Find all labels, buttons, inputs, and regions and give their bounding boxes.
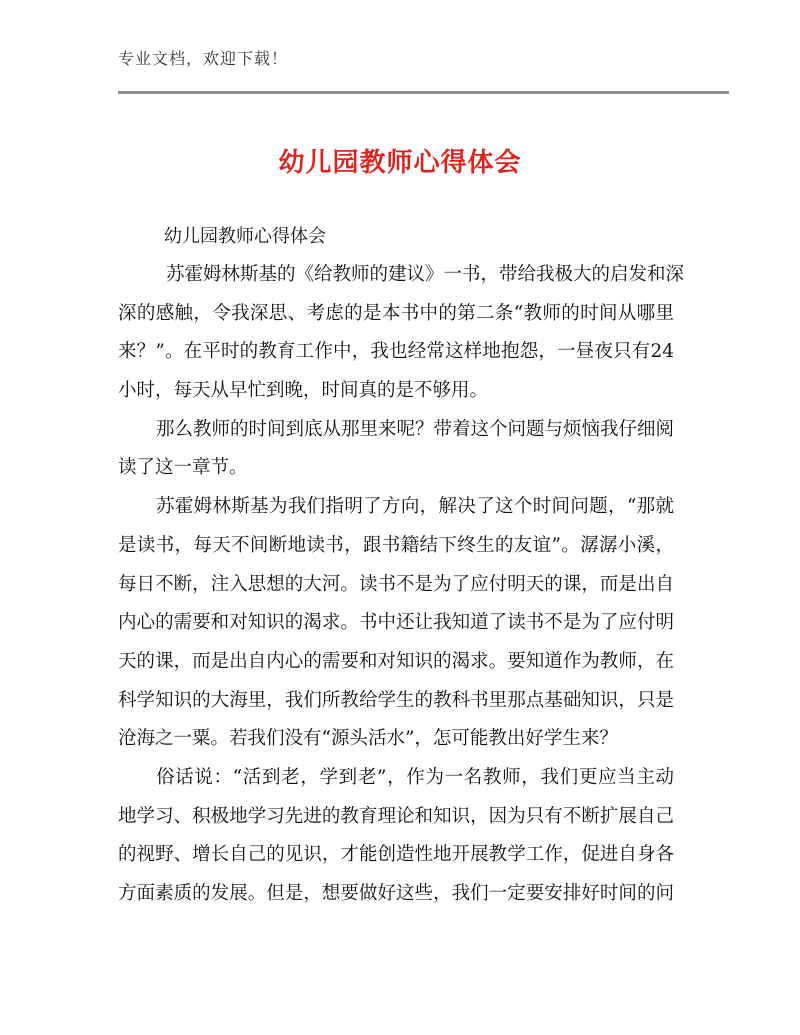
body-line: 天的课，而是出自内心的需要和对知识的渴求。要知道作为教师，在 — [118, 650, 674, 672]
body-line: 是读书，每天不间断地读书，跟书籍结下终生的友谊”。潺潺小溪， — [118, 534, 674, 556]
body-line: 读了这一章节。 — [118, 457, 248, 479]
body-line: 方面素质的发展。但是，想要做好这些，我们一定要安排好时间的问 — [118, 883, 674, 904]
body-line: 沧海之一粟。若我们没有“源头活水”，怎可能教出好学生来？ — [118, 728, 618, 750]
body-line: 每日不断，注入思想的大河。读书不是为了应付明天的课，而是出自 — [118, 573, 674, 595]
body-line: 来？”。在平时的教育工作中，我也经常这样地抱怨，一昼夜只有24 — [118, 341, 674, 363]
body-line: 科学知识的大海里，我们所教给学生的教科书里那点基础知识，只是 — [118, 689, 674, 711]
header-text: 专业文档，欢迎下载！ — [118, 49, 289, 68]
body-line: 小时，每天从早忙到晚，时间真的是不够用。 — [118, 380, 489, 402]
body-line: 内心的需要和对知识的渴求。书中还让我知道了读书不是为了应付明 — [118, 612, 674, 634]
body-line: 俗话说：“活到老，学到老”，作为一名教师，我们更应当主动 — [156, 766, 674, 788]
body-line: 地学习、积极地学习先进的教育理论和知识，因为只有不断扩展自己 — [118, 805, 674, 827]
document-title: 幼儿园教师心得体会 — [278, 148, 522, 178]
document-subtitle: 幼儿园教师心得体会 — [164, 226, 326, 247]
body-line: 苏霍姆林斯基的《给教师的建议》一书，带给我极大的启发和深 — [166, 264, 685, 285]
body-line: 苏霍姆林斯基为我们指明了方向，解决了这个时间问题，“那就 — [156, 496, 674, 518]
body-line: 深的感触，令我深思、考虑的是本书中的第二条“教师的时间从哪里 — [118, 302, 674, 324]
body-line: 那么教师的时间到底从那里来呢？带着这个问题与烦恼我仔细阅 — [156, 418, 675, 440]
header-divider — [118, 91, 729, 94]
body-line: 的视野、增长自己的见识，才能创造性地开展教学工作，促进自身各 — [118, 844, 674, 866]
document-body — [118, 256, 685, 914]
